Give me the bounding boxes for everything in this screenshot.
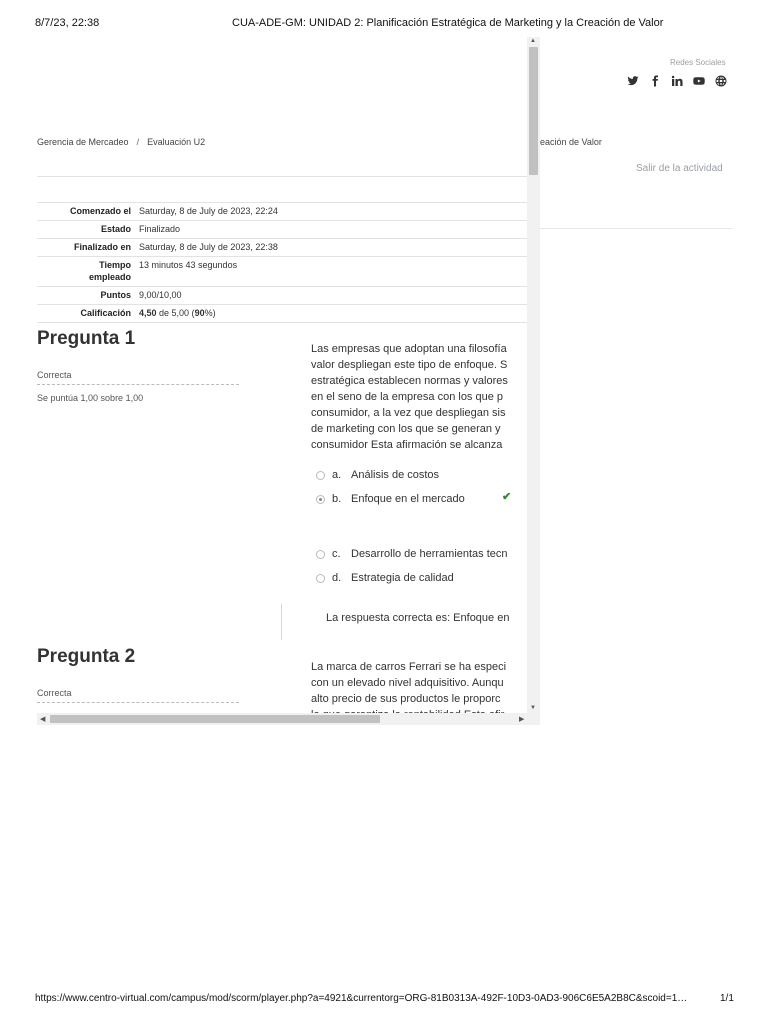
summary-row-started	[37, 203, 527, 221]
answer-option-b[interactable]	[316, 493, 465, 505]
correct-check-icon: ✔	[502, 491, 512, 503]
option-letter: b.	[332, 493, 342, 505]
grade-percent: 90	[194, 308, 205, 318]
question-text-line: alto precio de sus productos le proporc	[311, 693, 501, 705]
option-text: Enfoque en el mercado	[351, 493, 465, 505]
print-footer	[0, 990, 768, 1010]
summary-row-time	[37, 257, 527, 287]
horizontal-scroll-thumb[interactable]	[50, 715, 380, 723]
question-text-line: estratégica establecen normas y valores	[311, 375, 508, 387]
summary-row-grade	[37, 305, 527, 323]
summary-label: Calificación	[37, 305, 135, 323]
summary-row-points	[37, 287, 527, 305]
question-text-line: con un elevado nivel adquisitivo. Aunqu	[311, 677, 504, 689]
question-text-line: de marketing con los que se generan y	[311, 423, 501, 435]
grade-score: 4,50	[139, 308, 157, 318]
divider	[540, 228, 732, 229]
print-page-count: 1/1	[720, 993, 734, 1004]
question-1-state: Correcta	[37, 370, 239, 385]
summary-value	[135, 305, 527, 323]
option-text: Estrategia de calidad	[351, 572, 454, 584]
summary-value: Finalizado	[135, 221, 527, 239]
summary-row-finished	[37, 239, 527, 257]
question-text-line: La marca de carros Ferrari se ha especi	[311, 661, 507, 673]
option-text: Desarrollo de herramientas tecn	[351, 548, 508, 560]
breadcrumb-separator: /	[136, 137, 140, 147]
option-text: Análisis de costos	[351, 469, 440, 481]
question-text-line: Las empresas que adoptan una filosofía	[311, 343, 507, 355]
question-1-grade: Se puntúa 1,00 sobre 1,00	[37, 393, 144, 403]
summary-row-state	[37, 221, 527, 239]
question-2-text	[311, 659, 531, 713]
option-letter: d.	[332, 572, 342, 584]
summary-label-line: Tiempo	[99, 260, 131, 270]
vertical-scroll-thumb[interactable]	[529, 47, 538, 175]
question-1-title: Pregunta 1	[37, 328, 136, 349]
option-letter: c.	[332, 548, 341, 560]
question-2-state: Correcta	[37, 688, 239, 703]
summary-value: Saturday, 8 de July de 2023, 22:24	[135, 203, 527, 221]
summary-label: Puntos	[37, 287, 135, 305]
scroll-left-arrow-icon[interactable]: ◀	[40, 716, 46, 723]
summary-label: Comenzado el	[37, 203, 135, 221]
radio-button[interactable]	[316, 574, 325, 583]
feedback-divider	[281, 604, 282, 640]
youtube-icon[interactable]	[688, 73, 710, 89]
summary-label	[37, 257, 135, 287]
breadcrumb	[37, 137, 205, 147]
question-2-title: Pregunta 2	[37, 646, 136, 667]
scroll-up-arrow-icon[interactable]: ▲	[530, 38, 536, 44]
radio-button-selected[interactable]	[316, 495, 325, 504]
divider	[37, 176, 527, 177]
breadcrumb-course[interactable]: Gerencia de Mercadeo	[37, 137, 129, 147]
linkedin-icon[interactable]	[666, 73, 688, 89]
radio-button[interactable]	[316, 471, 325, 480]
horizontal-scrollbar[interactable]	[37, 713, 540, 725]
vertical-scrollbar[interactable]	[527, 37, 540, 715]
summary-value: Saturday, 8 de July de 2023, 22:38	[135, 239, 527, 257]
print-header	[0, 0, 768, 40]
print-date: 8/7/23, 22:38	[35, 17, 100, 29]
globe-icon[interactable]	[710, 73, 732, 89]
radio-button[interactable]	[316, 550, 325, 559]
question-text-line: consumidor Esta afirmación se alcanza	[311, 439, 503, 451]
summary-label-line: empleado	[88, 272, 131, 282]
answer-option-c[interactable]	[316, 548, 508, 560]
question-1-feedback: La respuesta correcta es: Enfoque en	[326, 612, 510, 624]
question-text-line: valor despliegan este tipo de enfoque. S	[311, 359, 508, 371]
exit-activity-link[interactable]: Salir de la actividad	[636, 163, 723, 174]
breadcrumb-evaluation[interactable]: Evaluación U2	[147, 137, 206, 147]
answer-option-a[interactable]	[316, 469, 439, 481]
scroll-down-arrow-icon[interactable]: ▼	[530, 705, 536, 711]
summary-label: Estado	[37, 221, 135, 239]
answer-option-d[interactable]	[316, 572, 454, 584]
social-label: Redes Sociales	[670, 58, 726, 67]
scroll-right-arrow-icon[interactable]: ▶	[519, 716, 525, 723]
attempt-summary-table	[37, 202, 527, 323]
grade-end: %)	[204, 308, 216, 318]
twitter-icon[interactable]	[622, 73, 644, 89]
grade-of: de 5,00 (	[156, 308, 195, 318]
summary-value: 13 minutos 43 segundos	[135, 257, 527, 287]
question-text-line: consumidor, a la vez que despliegan sis	[311, 407, 506, 419]
question-1-text	[311, 341, 531, 453]
facebook-icon[interactable]	[644, 73, 666, 89]
question-text-line: en el seno de la empresa con los que p	[311, 391, 504, 403]
social-icons	[622, 73, 732, 89]
summary-label: Finalizado en	[37, 239, 135, 257]
summary-value: 9,00/10,00	[135, 287, 527, 305]
activity-title-fragment: eación de Valor	[540, 137, 602, 147]
print-url: https://www.centro-virtual.com/campus/mod/scorm/player.php?a=4921&currentorg=ORG-81B0313A-492F-10D3-0AD3-906C6E5A2B8C&scoid=1…	[35, 993, 688, 1004]
print-title: CUA-ADE-GM: UNIDAD 2: Planificación Estratégica de Marketing y la Creación de Valor	[232, 17, 664, 29]
option-letter: a.	[332, 469, 342, 481]
